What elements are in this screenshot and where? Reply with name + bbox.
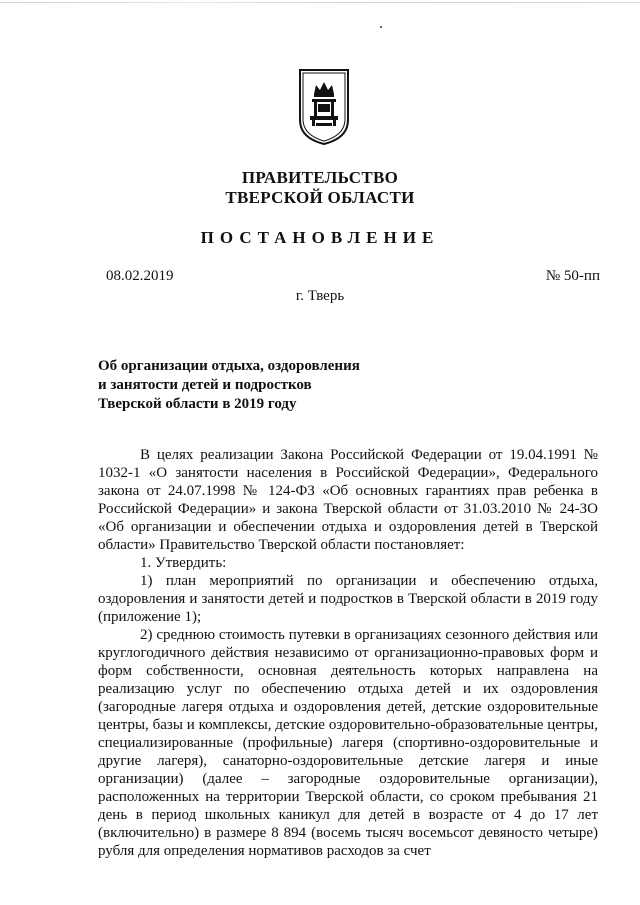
title-line: и занятости детей и подростков: [98, 377, 312, 393]
org-name-line1: ПРАВИТЕЛЬСТВО: [241, 168, 399, 187]
org-name-line2: ТВЕРСКОЙ ОБЛАСТИ: [225, 188, 415, 207]
document-title: [98, 357, 360, 414]
clause-paragraph: 1) план мероприятий по организации и обеспечению отдыха, оздоровления и занятости детей и подростков в Тверской области в 2019 году (приложение 1);: [98, 573, 598, 625]
document-number: № 50-пп: [545, 268, 600, 284]
coat-of-arms-icon: [298, 68, 350, 146]
document-date: 08.02.2019: [106, 268, 174, 284]
clause-paragraph: 2) среднюю стоимость путевки в организациях сезонного действия или круглогодичного действия независимо от организационно-правовых форм и форм собственности, основная деятельность которых направлена на реализацию услуг по обеспечению отдыха детей и их оздоровления (загородные лагеря отдыха и оздоровления детей, детские оздоровительные центры, базы и комплексы, детские оздоровительно-образовательные центры, специализированные (профильные) лагеря (спортивно-оздоровительные и другие лагеря), санаторно-оздоровительные детские лагеря и иные организации) (далее – загородные оздоровительные организации), расположенных на территории Тверской области, со сроком пребывания 21 день в период школьных каникул для детей в возрасте от 4 до 17 лет (включительно) в размере 8 894 (восемь тысяч восемьсот девяносто четыре) рубля для определения нормативов расходов за счет: [98, 627, 598, 859]
document-city: г. Тверь: [295, 288, 345, 304]
document-body: [98, 446, 598, 860]
title-line: Тверской области в 2019 году: [98, 396, 297, 412]
preamble-paragraph: В целях реализации Закона Российской Федерации от 19.04.1991 № 1032-1 «О занятости населения в Российской Федерации», Федерального закона от 24.07.1998 № 124-ФЗ «Об основных гарантиях прав ребенка в Российской Федерации» и закона Тверской области от 31.03.2010 № 24-ЗО «Об организации и обеспечении отдыха и оздоровления детей в Тверской области» Правительство Тверской области постановляет:: [98, 447, 598, 553]
title-line: Об организации отдыха, оздоровления: [98, 358, 360, 374]
document-type: ПОСТАНОВЛЕНИЕ: [200, 228, 440, 247]
clause-paragraph: 1. Утвердить:: [140, 555, 227, 571]
scan-speck: [380, 26, 382, 28]
scan-edge-line: [0, 2, 640, 3]
